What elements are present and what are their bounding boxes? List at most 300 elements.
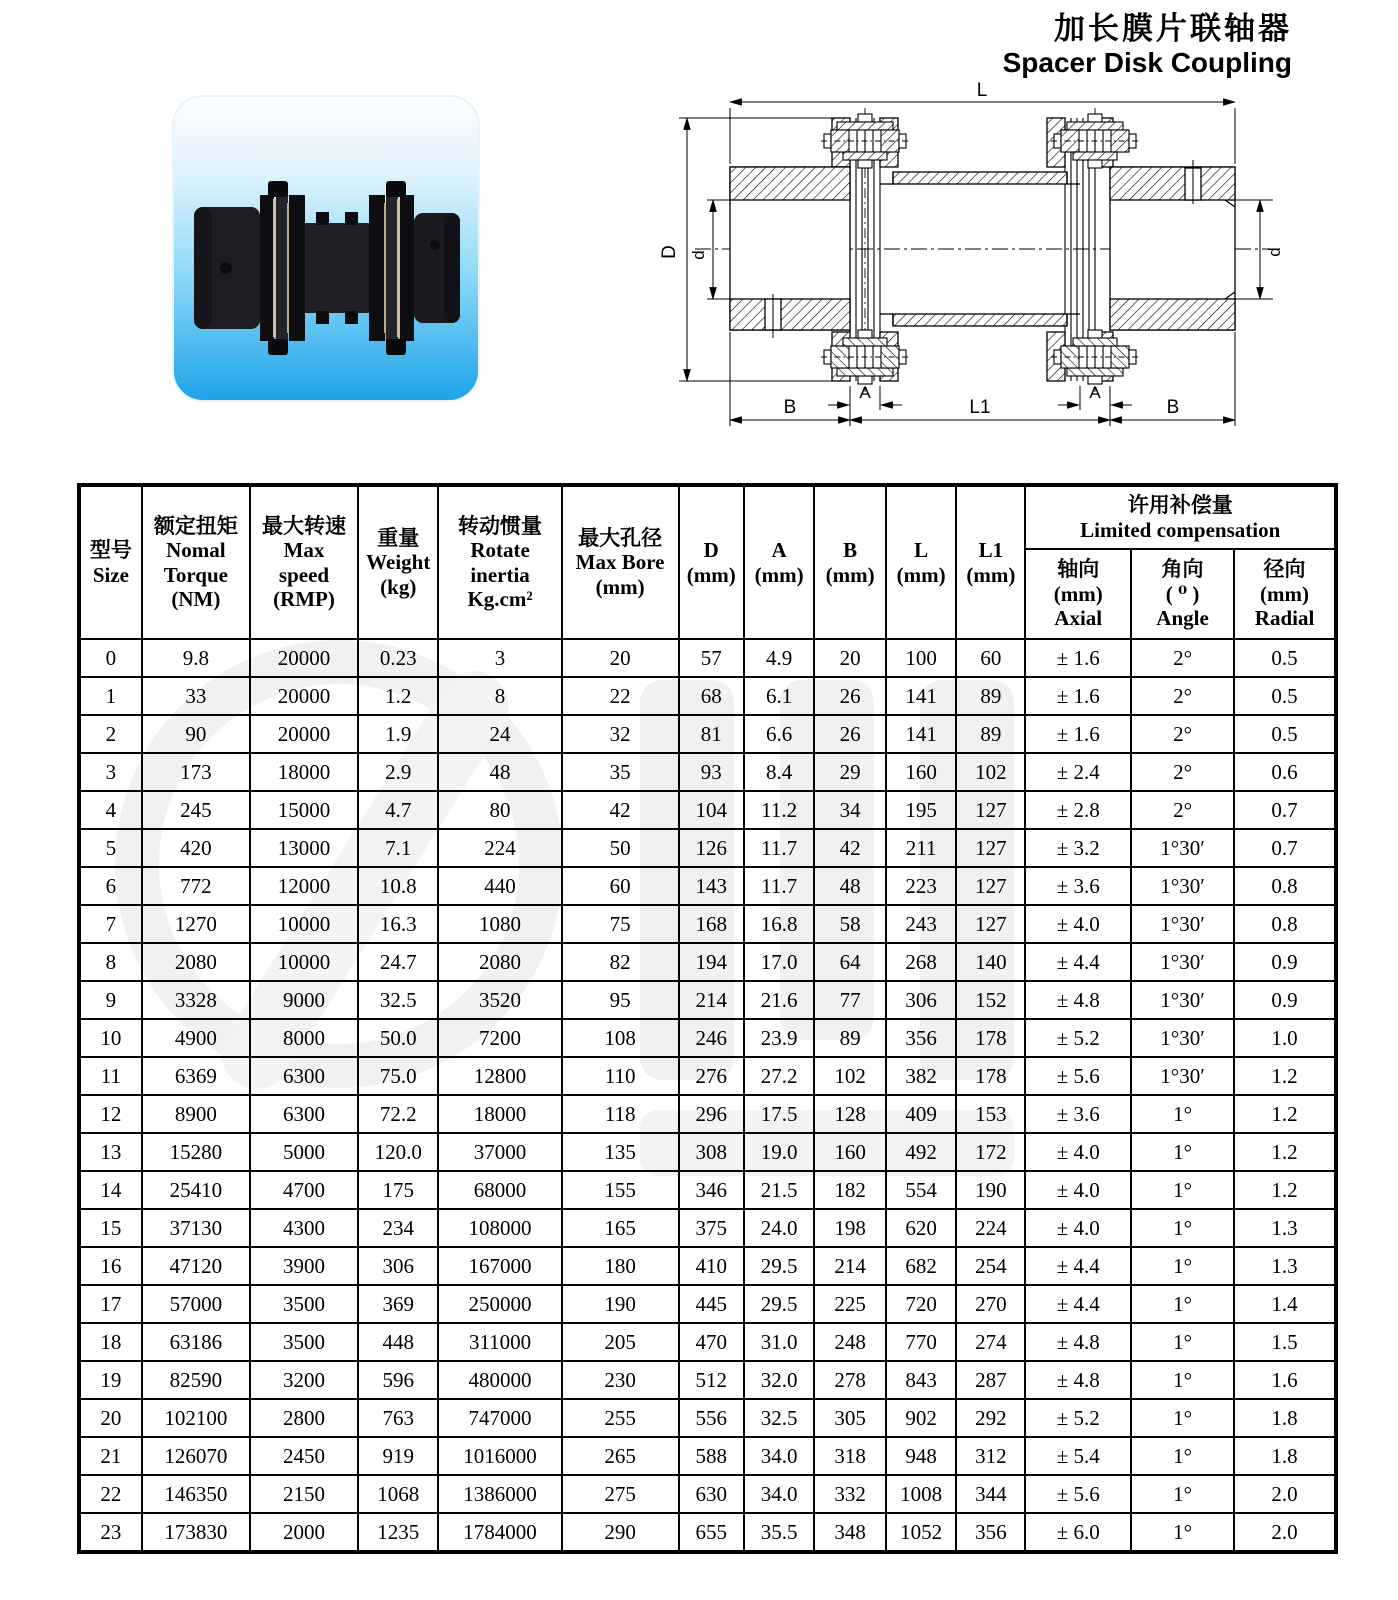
spec-cell: 1.0 bbox=[1234, 1019, 1336, 1057]
spec-cell: 21.5 bbox=[744, 1171, 814, 1209]
spec-cell: 9.8 bbox=[142, 639, 250, 677]
spec-cell: ± 4.0 bbox=[1025, 905, 1131, 943]
spec-cell: 7200 bbox=[438, 1019, 561, 1057]
spec-cell: 1.2 bbox=[1234, 1057, 1336, 1095]
dim-label-D: D bbox=[659, 245, 680, 259]
spec-cell: 127 bbox=[956, 829, 1025, 867]
spec-cell: 682 bbox=[886, 1247, 956, 1285]
spec-cell: 224 bbox=[956, 1209, 1025, 1247]
spec-cell: 0.5 bbox=[1234, 677, 1336, 715]
spec-cell: 8900 bbox=[142, 1095, 250, 1133]
spec-cell: 1° bbox=[1131, 1513, 1234, 1552]
spec-cell: 89 bbox=[956, 715, 1025, 753]
table-row-size-18 bbox=[79, 1323, 1336, 1361]
spec-cell: 7 bbox=[79, 905, 142, 943]
table-row-size-2 bbox=[79, 715, 1336, 753]
spec-cell: 35 bbox=[562, 753, 679, 791]
spec-cell: 1°30′ bbox=[1131, 981, 1234, 1019]
spec-cell: 1°30′ bbox=[1131, 905, 1234, 943]
table-row-size-21 bbox=[79, 1437, 1336, 1475]
spec-cell: 42 bbox=[814, 829, 886, 867]
spec-cell: 160 bbox=[814, 1133, 886, 1171]
spec-cell: 11.7 bbox=[744, 867, 814, 905]
spec-cell: 48 bbox=[814, 867, 886, 905]
spec-cell: 1080 bbox=[438, 905, 561, 943]
spec-cell: 182 bbox=[814, 1171, 886, 1209]
col-header-B: B (mm) bbox=[814, 485, 886, 639]
table-row-size-23 bbox=[79, 1513, 1336, 1552]
spec-cell: 60 bbox=[956, 639, 1025, 677]
spec-cell: 4 bbox=[79, 791, 142, 829]
spec-table-body bbox=[79, 639, 1336, 1552]
spec-cell: 7.1 bbox=[358, 829, 438, 867]
spec-cell: 843 bbox=[886, 1361, 956, 1399]
spec-table-header bbox=[79, 485, 1336, 639]
spec-cell: 747000 bbox=[438, 1399, 561, 1437]
spec-cell: 223 bbox=[886, 867, 956, 905]
spec-cell: 588 bbox=[679, 1437, 744, 1475]
spec-cell: 160 bbox=[886, 753, 956, 791]
spec-cell: 75.0 bbox=[358, 1057, 438, 1095]
spec-cell: 18000 bbox=[250, 753, 358, 791]
spec-cell: 82590 bbox=[142, 1361, 250, 1399]
table-row-size-6 bbox=[79, 867, 1336, 905]
table-row-size-20 bbox=[79, 1399, 1336, 1437]
spec-cell: 1°30′ bbox=[1131, 867, 1234, 905]
spec-cell: 556 bbox=[679, 1399, 744, 1437]
spec-cell: 0 bbox=[79, 639, 142, 677]
spec-cell: 146350 bbox=[142, 1475, 250, 1513]
spec-cell: 1.2 bbox=[1234, 1133, 1336, 1171]
spec-cell: ± 4.8 bbox=[1025, 981, 1131, 1019]
spec-cell: 492 bbox=[886, 1133, 956, 1171]
col-subheader-angle: 角向 ( ⁰ ) Angle bbox=[1131, 549, 1234, 639]
spec-cell: 306 bbox=[358, 1247, 438, 1285]
spec-cell: 194 bbox=[679, 943, 744, 981]
spec-cell: 305 bbox=[814, 1399, 886, 1437]
spec-cell: 8000 bbox=[250, 1019, 358, 1057]
spec-cell: 20000 bbox=[250, 677, 358, 715]
spec-cell: ± 5.2 bbox=[1025, 1019, 1131, 1057]
spec-cell: ± 2.4 bbox=[1025, 753, 1131, 791]
col-subheader-radial: 径向 (mm) Radial bbox=[1234, 549, 1336, 639]
spec-cell: 1° bbox=[1131, 1361, 1234, 1399]
spec-cell: 60 bbox=[562, 867, 679, 905]
spec-cell: 2800 bbox=[250, 1399, 358, 1437]
spec-cell: 141 bbox=[886, 677, 956, 715]
spec-cell: 19 bbox=[79, 1361, 142, 1399]
spec-cell: 1° bbox=[1131, 1475, 1234, 1513]
table-row-size-9 bbox=[79, 981, 1336, 1019]
spec-cell: 57 bbox=[679, 639, 744, 677]
spec-cell: 29 bbox=[814, 753, 886, 791]
spec-cell: 410 bbox=[679, 1247, 744, 1285]
spec-cell: ± 4.0 bbox=[1025, 1171, 1131, 1209]
spec-cell: 21 bbox=[79, 1437, 142, 1475]
spec-cell: 1008 bbox=[886, 1475, 956, 1513]
spec-cell: 596 bbox=[358, 1361, 438, 1399]
spec-cell: 1.8 bbox=[1234, 1399, 1336, 1437]
spec-cell: 3 bbox=[79, 753, 142, 791]
spec-cell: 57000 bbox=[142, 1285, 250, 1323]
spec-cell: 0.8 bbox=[1234, 905, 1336, 943]
spec-cell: 198 bbox=[814, 1209, 886, 1247]
dim-label-L: L bbox=[976, 80, 988, 101]
spec-cell: 4700 bbox=[250, 1171, 358, 1209]
spec-cell: 17.0 bbox=[744, 943, 814, 981]
spec-cell: 445 bbox=[679, 1285, 744, 1323]
spec-cell: 173830 bbox=[142, 1513, 250, 1552]
spec-cell: 3900 bbox=[250, 1247, 358, 1285]
spec-cell: 1.8 bbox=[1234, 1437, 1336, 1475]
spec-cell: 68000 bbox=[438, 1171, 561, 1209]
spec-cell: 0.7 bbox=[1234, 829, 1336, 867]
spec-cell: 250000 bbox=[438, 1285, 561, 1323]
spec-cell: 15280 bbox=[142, 1133, 250, 1171]
spec-cell: 5 bbox=[79, 829, 142, 867]
spec-cell: 33 bbox=[142, 677, 250, 715]
spec-cell: 3 bbox=[438, 639, 561, 677]
spec-cell: 63186 bbox=[142, 1323, 250, 1361]
spec-cell: 2° bbox=[1131, 677, 1234, 715]
spec-cell: 420 bbox=[142, 829, 250, 867]
spec-cell: 127 bbox=[956, 867, 1025, 905]
col-header-max-bore: 最大孔径 Max Bore (mm) bbox=[562, 485, 679, 639]
spec-cell: 102100 bbox=[142, 1399, 250, 1437]
spec-cell: 190 bbox=[956, 1171, 1025, 1209]
spec-cell: 356 bbox=[956, 1513, 1025, 1552]
spec-cell: 9 bbox=[79, 981, 142, 1019]
spec-cell: 77 bbox=[814, 981, 886, 1019]
page-title-english: Spacer Disk Coupling bbox=[1002, 47, 1292, 79]
col-header-A: A (mm) bbox=[744, 485, 814, 639]
spec-cell: 102 bbox=[814, 1057, 886, 1095]
spec-cell: 16.3 bbox=[358, 905, 438, 943]
spec-cell: 1° bbox=[1131, 1437, 1234, 1475]
spec-cell: 24.0 bbox=[744, 1209, 814, 1247]
spec-cell: 64 bbox=[814, 943, 886, 981]
spec-cell: ± 1.6 bbox=[1025, 639, 1131, 677]
table-row-size-17 bbox=[79, 1285, 1336, 1323]
spec-cell: 165 bbox=[562, 1209, 679, 1247]
spec-cell: 93 bbox=[679, 753, 744, 791]
dim-label-B-right: B bbox=[1166, 397, 1180, 418]
spec-cell: 32.0 bbox=[744, 1361, 814, 1399]
spec-cell: 0.23 bbox=[358, 639, 438, 677]
spec-cell: 2080 bbox=[438, 943, 561, 981]
spec-cell: 32 bbox=[562, 715, 679, 753]
spec-cell: 126070 bbox=[142, 1437, 250, 1475]
spec-cell: 37000 bbox=[438, 1133, 561, 1171]
dim-label-L1: L1 bbox=[969, 397, 991, 418]
spec-cell: 21.6 bbox=[744, 981, 814, 1019]
spec-cell: 292 bbox=[956, 1399, 1025, 1437]
spec-cell: 95 bbox=[562, 981, 679, 1019]
spec-cell: 1016000 bbox=[438, 1437, 561, 1475]
spec-cell: 770 bbox=[886, 1323, 956, 1361]
spec-cell: 26 bbox=[814, 715, 886, 753]
dim-label-A-right: A bbox=[1089, 383, 1101, 402]
dim-label-A-left: A bbox=[859, 383, 871, 402]
spec-cell: 155 bbox=[562, 1171, 679, 1209]
spec-cell: 0.9 bbox=[1234, 981, 1336, 1019]
spec-cell: 120.0 bbox=[358, 1133, 438, 1171]
spec-cell: 3500 bbox=[250, 1285, 358, 1323]
spec-cell: 1° bbox=[1131, 1095, 1234, 1133]
spec-cell: 10 bbox=[79, 1019, 142, 1057]
spec-cell: 108000 bbox=[438, 1209, 561, 1247]
spec-cell: 3200 bbox=[250, 1361, 358, 1399]
spec-cell: 34.0 bbox=[744, 1437, 814, 1475]
spec-cell: 1.9 bbox=[358, 715, 438, 753]
spec-cell: 275 bbox=[562, 1475, 679, 1513]
spec-cell: 12800 bbox=[438, 1057, 561, 1095]
spec-cell: 127 bbox=[956, 791, 1025, 829]
spec-cell: 135 bbox=[562, 1133, 679, 1171]
spec-cell: 1.5 bbox=[1234, 1323, 1336, 1361]
spec-cell: 274 bbox=[956, 1323, 1025, 1361]
spec-cell: ± 3.6 bbox=[1025, 1095, 1131, 1133]
spec-cell: 167000 bbox=[438, 1247, 561, 1285]
table-row-size-4 bbox=[79, 791, 1336, 829]
spec-cell: 265 bbox=[562, 1437, 679, 1475]
spec-cell: 48 bbox=[438, 753, 561, 791]
spec-cell: 110 bbox=[562, 1057, 679, 1095]
spec-cell: 630 bbox=[679, 1475, 744, 1513]
dim-label-B-left: B bbox=[783, 397, 797, 418]
table-row-size-11 bbox=[79, 1057, 1336, 1095]
spec-cell: 6.6 bbox=[744, 715, 814, 753]
spec-cell: 225 bbox=[814, 1285, 886, 1323]
spec-cell: 0.8 bbox=[1234, 867, 1336, 905]
spec-cell: 306 bbox=[886, 981, 956, 1019]
table-row-size-0 bbox=[79, 639, 1336, 677]
spec-cell: 34 bbox=[814, 791, 886, 829]
spec-cell: 902 bbox=[886, 1399, 956, 1437]
spec-cell: 772 bbox=[142, 867, 250, 905]
spec-cell: 2° bbox=[1131, 791, 1234, 829]
spec-cell: 919 bbox=[358, 1437, 438, 1475]
spec-cell: 1° bbox=[1131, 1323, 1234, 1361]
spec-cell: 102 bbox=[956, 753, 1025, 791]
spec-cell: 1.2 bbox=[1234, 1095, 1336, 1133]
spec-cell: 82 bbox=[562, 943, 679, 981]
table-row-size-7 bbox=[79, 905, 1336, 943]
spec-cell: 153 bbox=[956, 1095, 1025, 1133]
spec-cell: ± 5.2 bbox=[1025, 1399, 1131, 1437]
spec-cell: 2° bbox=[1131, 715, 1234, 753]
spec-cell: 2.0 bbox=[1234, 1475, 1336, 1513]
spec-cell: 278 bbox=[814, 1361, 886, 1399]
spec-cell: 140 bbox=[956, 943, 1025, 981]
spec-cell: 178 bbox=[956, 1019, 1025, 1057]
spec-cell: 89 bbox=[814, 1019, 886, 1057]
spec-cell: 141 bbox=[886, 715, 956, 753]
spec-cell: 6369 bbox=[142, 1057, 250, 1095]
spec-cell: 14 bbox=[79, 1171, 142, 1209]
spec-cell: ± 5.4 bbox=[1025, 1437, 1131, 1475]
spec-cell: 25410 bbox=[142, 1171, 250, 1209]
technical-drawing bbox=[625, 80, 1395, 445]
spec-cell: 5000 bbox=[250, 1133, 358, 1171]
spec-cell: 100 bbox=[886, 639, 956, 677]
table-row-size-10 bbox=[79, 1019, 1336, 1057]
spec-cell: 50.0 bbox=[358, 1019, 438, 1057]
spec-cell: 20000 bbox=[250, 715, 358, 753]
col-group-compensation: 许用补偿量 Limited compensation bbox=[1025, 485, 1336, 549]
spec-cell: 0.9 bbox=[1234, 943, 1336, 981]
spec-cell: ± 4.4 bbox=[1025, 1247, 1131, 1285]
spec-cell: 2° bbox=[1131, 639, 1234, 677]
spec-cell: 89 bbox=[956, 677, 1025, 715]
spec-cell: 29.5 bbox=[744, 1285, 814, 1323]
spec-cell: 1° bbox=[1131, 1133, 1234, 1171]
table-row-size-5 bbox=[79, 829, 1336, 867]
spec-cell: ± 4.8 bbox=[1025, 1323, 1131, 1361]
spec-cell: 4.7 bbox=[358, 791, 438, 829]
spec-cell: 211 bbox=[886, 829, 956, 867]
spec-cell: ± 5.6 bbox=[1025, 1475, 1131, 1513]
spec-cell: 0.7 bbox=[1234, 791, 1336, 829]
spec-cell: ± 3.6 bbox=[1025, 867, 1131, 905]
spec-cell: 173 bbox=[142, 753, 250, 791]
spec-cell: 296 bbox=[679, 1095, 744, 1133]
spec-cell: 18000 bbox=[438, 1095, 561, 1133]
spec-cell: 1 bbox=[79, 677, 142, 715]
dim-label-d-right: d bbox=[1265, 247, 1284, 257]
spec-cell: 1°30′ bbox=[1131, 1019, 1234, 1057]
spec-cell: 72.2 bbox=[358, 1095, 438, 1133]
spec-cell: 31.0 bbox=[744, 1323, 814, 1361]
spec-cell: 1068 bbox=[358, 1475, 438, 1513]
spec-cell: 1.3 bbox=[1234, 1209, 1336, 1247]
spec-cell: 2.9 bbox=[358, 753, 438, 791]
spec-cell: 17 bbox=[79, 1285, 142, 1323]
spec-cell: 1270 bbox=[142, 905, 250, 943]
spec-cell: 1.4 bbox=[1234, 1285, 1336, 1323]
spec-cell: 448 bbox=[358, 1323, 438, 1361]
spec-cell: 9000 bbox=[250, 981, 358, 1019]
spec-cell: 27.2 bbox=[744, 1057, 814, 1095]
spec-cell: 22 bbox=[562, 677, 679, 715]
spec-cell: 152 bbox=[956, 981, 1025, 1019]
spec-cell: 312 bbox=[956, 1437, 1025, 1475]
spec-cell: 1.3 bbox=[1234, 1247, 1336, 1285]
table-row-size-22 bbox=[79, 1475, 1336, 1513]
spec-cell: 276 bbox=[679, 1057, 744, 1095]
spec-cell: 1.2 bbox=[358, 677, 438, 715]
spec-cell: 2080 bbox=[142, 943, 250, 981]
spec-cell: 32.5 bbox=[358, 981, 438, 1019]
spec-cell: 37130 bbox=[142, 1209, 250, 1247]
spec-cell: 290 bbox=[562, 1513, 679, 1552]
spec-cell: 2.0 bbox=[1234, 1513, 1336, 1552]
spec-cell: 311000 bbox=[438, 1323, 561, 1361]
spec-cell: 47120 bbox=[142, 1247, 250, 1285]
spec-cell: 10000 bbox=[250, 943, 358, 981]
spec-cell: 224 bbox=[438, 829, 561, 867]
spec-cell: 720 bbox=[886, 1285, 956, 1323]
spec-cell: 8 bbox=[79, 943, 142, 981]
spec-cell: 24.7 bbox=[358, 943, 438, 981]
spec-cell: 22 bbox=[79, 1475, 142, 1513]
spec-cell: 4300 bbox=[250, 1209, 358, 1247]
spec-cell: 8 bbox=[438, 677, 561, 715]
spec-cell: 8.4 bbox=[744, 753, 814, 791]
spec-cell: 554 bbox=[886, 1171, 956, 1209]
spec-cell: 20 bbox=[814, 639, 886, 677]
spec-cell: 11.7 bbox=[744, 829, 814, 867]
col-header-D: D (mm) bbox=[679, 485, 744, 639]
spec-cell: 270 bbox=[956, 1285, 1025, 1323]
spec-cell: ± 6.0 bbox=[1025, 1513, 1131, 1552]
spec-cell: 214 bbox=[679, 981, 744, 1019]
spec-cell: 90 bbox=[142, 715, 250, 753]
spec-cell: 2 bbox=[79, 715, 142, 753]
spec-cell: ± 1.6 bbox=[1025, 677, 1131, 715]
spec-cell: 255 bbox=[562, 1399, 679, 1437]
spec-cell: 20 bbox=[79, 1399, 142, 1437]
spec-cell: 440 bbox=[438, 867, 561, 905]
col-header-inertia: 转动惯量 Rotate inertia Kg.cm² bbox=[438, 485, 561, 639]
spec-cell: 243 bbox=[886, 905, 956, 943]
spec-cell: 4900 bbox=[142, 1019, 250, 1057]
spec-cell: 24 bbox=[438, 715, 561, 753]
spec-cell: 470 bbox=[679, 1323, 744, 1361]
table-row-size-1 bbox=[79, 677, 1336, 715]
spec-cell: 1.6 bbox=[1234, 1361, 1336, 1399]
table-row-size-14 bbox=[79, 1171, 1336, 1209]
spec-cell: 16.8 bbox=[744, 905, 814, 943]
spec-cell: 6 bbox=[79, 867, 142, 905]
spec-cell: 75 bbox=[562, 905, 679, 943]
spec-cell: 10000 bbox=[250, 905, 358, 943]
spec-cell: 50 bbox=[562, 829, 679, 867]
table-row-size-12 bbox=[79, 1095, 1336, 1133]
spec-cell: ± 4.4 bbox=[1025, 1285, 1131, 1323]
spec-cell: 20000 bbox=[250, 639, 358, 677]
spec-cell: 17.5 bbox=[744, 1095, 814, 1133]
spec-cell: 23.9 bbox=[744, 1019, 814, 1057]
spec-cell: 13000 bbox=[250, 829, 358, 867]
col-header-weight: 重量 Weight (kg) bbox=[358, 485, 438, 639]
spec-cell: 245 bbox=[142, 791, 250, 829]
spec-cell: 1052 bbox=[886, 1513, 956, 1552]
col-header-L: L (mm) bbox=[886, 485, 956, 639]
col-header-max-speed: 最大转速 Max speed (RMP) bbox=[250, 485, 358, 639]
spec-cell: 369 bbox=[358, 1285, 438, 1323]
table-row-size-13 bbox=[79, 1133, 1336, 1171]
spec-cell: 655 bbox=[679, 1513, 744, 1552]
spec-cell: 248 bbox=[814, 1323, 886, 1361]
spec-cell: 18 bbox=[79, 1323, 142, 1361]
spec-cell: 1°30′ bbox=[1131, 1057, 1234, 1095]
spec-cell: 234 bbox=[358, 1209, 438, 1247]
spec-cell: 15 bbox=[79, 1209, 142, 1247]
spec-cell: 1° bbox=[1131, 1247, 1234, 1285]
spec-cell: 15000 bbox=[250, 791, 358, 829]
spec-cell: 4.9 bbox=[744, 639, 814, 677]
table-row-size-15 bbox=[79, 1209, 1336, 1247]
spec-cell: 3500 bbox=[250, 1323, 358, 1361]
spec-cell: 2450 bbox=[250, 1437, 358, 1475]
spec-cell: 0.5 bbox=[1234, 715, 1336, 753]
spec-cell: 80 bbox=[438, 791, 561, 829]
spec-cell: 35.5 bbox=[744, 1513, 814, 1552]
spec-cell: 32.5 bbox=[744, 1399, 814, 1437]
spec-cell: 344 bbox=[956, 1475, 1025, 1513]
spec-cell: 318 bbox=[814, 1437, 886, 1475]
